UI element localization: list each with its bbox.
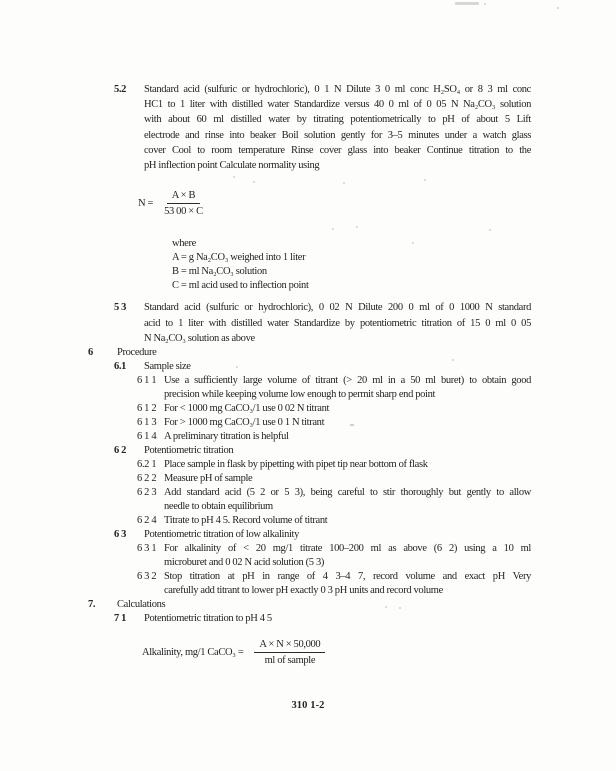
fraction-denominator: 53 00 × C [164, 206, 203, 218]
clause-number: 6.1 [114, 361, 127, 373]
text-line: For > 1000 mg CaCO₃/1 use 0 1 N titrant [164, 417, 325, 429]
fraction-numerator: A × N × 50,000 [254, 638, 325, 653]
text-line: carefully add titrant to lower pH exactly 0 3 pH units and record volume [164, 585, 443, 597]
section-standard-acid [88, 82, 531, 346]
clause-number: 6 1 3 [137, 417, 157, 429]
text-line: HC1 to 1 liter with distilled water Standardize versus 40 0 ml of 0 05 N Na₂CO₃ solution [144, 99, 531, 111]
heading-label: Sample size [144, 361, 191, 373]
text-line: Measure pH of sample [164, 473, 253, 485]
section-procedure-calculations [88, 346, 531, 626]
text-line: Titrate to pH 4 5. Record volume of titrant [164, 515, 328, 527]
clause-number: 6 1 2 [137, 403, 157, 415]
formula-fraction [254, 638, 325, 667]
definition-line: B = ml Na₂CO₃ solution [172, 265, 267, 277]
heading-potentiometric-titration [88, 444, 531, 458]
text-line: Stop titration at pH in range of 4 3–4 7, record volume and exact pH Very [164, 571, 531, 583]
text-line: Standard acid (sulfuric or hydrochloric), 0 1 N Dilute 3 0 ml conc H₂SO₄ or 8 3 ml conc [144, 84, 531, 95]
clause-text [164, 430, 531, 444]
normality-formula [138, 189, 531, 218]
heading-sample-size [88, 360, 531, 374]
formula-lhs: Alkalinity, mg/1 CaCO₃ = [142, 647, 244, 659]
heading-label: Potentiometric titration to pH 4 5 [144, 613, 272, 625]
clause-6-1-3 [88, 416, 531, 430]
text-line: cover Cool to room temperature Rinse cover glass into beaker Continue titration to the [144, 144, 531, 156]
definition-line: C = ml acid used to inflection point [172, 279, 309, 291]
text-line: acid to 1 liter with distilled water Standardize by potentiometric titration of 15 0 ml 0 05 [144, 317, 531, 329]
text-line: N Na₂CO₃ solution as above [144, 332, 255, 344]
alkalinity-formula [142, 638, 531, 667]
text-line: For alkalinity of < 20 mg/1 titrate 100–200 ml as above (6 2) using a 10 ml [164, 543, 531, 555]
clause-6-3-1 [88, 542, 531, 570]
scan-artifact [557, 7, 559, 9]
scan-artifact [455, 2, 479, 5]
clause-text [164, 472, 531, 486]
clause-number: 6 1 4 [137, 431, 157, 443]
clause-text [164, 416, 531, 430]
clause-text [164, 542, 531, 570]
heading-titration-ph45 [88, 612, 531, 626]
heading-procedure [88, 346, 531, 360]
text-line: Use a sufficiently large volume of titrant (> 20 ml in a 50 ml buret) to obtain good [164, 375, 531, 387]
clause-number: 5 3 [114, 302, 127, 314]
clause-number: 7. [88, 599, 96, 611]
clause-number: 6 2 3 [137, 487, 157, 499]
text-line: precision while keeping volume low enough to permit sharp end point [164, 389, 436, 401]
clause-6-1-1 [88, 374, 531, 402]
clause-number: 5.2 [114, 84, 127, 95]
clause-text [164, 374, 531, 402]
clause-number: 6 1 1 [137, 375, 157, 387]
clause-6-3-2 [88, 570, 531, 598]
clause-number: 7 1 [114, 613, 127, 625]
clause-number: 6 3 [114, 529, 127, 541]
clause-text [144, 300, 531, 346]
where-intro: where [172, 238, 196, 250]
clause-text [164, 570, 531, 598]
clause-text [164, 458, 531, 472]
fraction-denominator: ml of sample [264, 655, 316, 667]
heading-calculations [88, 598, 531, 612]
text-line: Place sample in flask by pipetting with pipet tip near bottom of flask [164, 459, 428, 471]
clause-number: 6.2 1 [137, 459, 157, 471]
heading-label: Calculations [117, 599, 166, 611]
heading-label: Potentiometric titration of low alkalinity [144, 529, 300, 541]
clause-number: 6 [88, 347, 93, 359]
page-number: 310 1-2 [291, 700, 325, 711]
clause-number: 6 3 2 [137, 571, 157, 583]
clause-text [164, 514, 531, 528]
text-line: Add standard acid (5 2 or 5 3), being careful to stir thoroughly but gently to allow [164, 487, 531, 499]
clause-6-2-4 [88, 514, 531, 528]
text-line: For < 1000 mg CaCO₃/1 use 0 02 N titrant [164, 403, 330, 415]
text-line: microburet and 0 02 N acid solution (5 3) [164, 557, 325, 569]
page-content [88, 82, 531, 667]
clause-6-2-2 [88, 472, 531, 486]
text-line: with about 60 ml distilled water by titrating potentiometrically to pH of about 5 Lift [144, 114, 531, 126]
clause-6-2-3 [88, 486, 531, 514]
heading-label: Potentiometric titration [144, 445, 234, 457]
clause-5-3 [88, 300, 531, 346]
heading-label: Procedure [117, 347, 157, 359]
scan-artifact [484, 3, 486, 5]
clause-text [164, 486, 531, 514]
text-line: Standard acid (sulfuric or hydrochloric), 0 02 N Dilute 200 0 ml of 0 1000 N standard [144, 302, 531, 314]
clause-6-1-4 [88, 430, 531, 444]
text-line: needle to obtain equilibrium [164, 501, 273, 513]
clause-6-1-2 [88, 402, 531, 416]
clause-number: 6 3 1 [137, 543, 157, 555]
fraction-numerator: A × B [167, 189, 200, 204]
text-line: electrode and rinse into beaker Boil solution gently for 3–5 minutes under a watch glass [144, 129, 531, 141]
formula-fraction [164, 189, 203, 218]
clause-number: 6 2 2 [137, 473, 157, 485]
clause-text [164, 402, 531, 416]
clause-text [144, 82, 531, 173]
clause-number: 6 2 4 [137, 515, 157, 527]
text-line: pH inflection point Calculate normality using [144, 160, 320, 172]
where-definitions [172, 237, 531, 292]
clause-number: 6 2 [114, 445, 127, 457]
heading-low-alkalinity [88, 528, 531, 542]
definition-line: A = g Na₂CO₃ weighed into 1 liter [172, 252, 306, 264]
clause-6-2-1 [88, 458, 531, 472]
text-line: A preliminary titration is helpful [164, 431, 289, 443]
formula-lhs: N = [138, 198, 154, 210]
clause-5-2 [88, 82, 531, 173]
